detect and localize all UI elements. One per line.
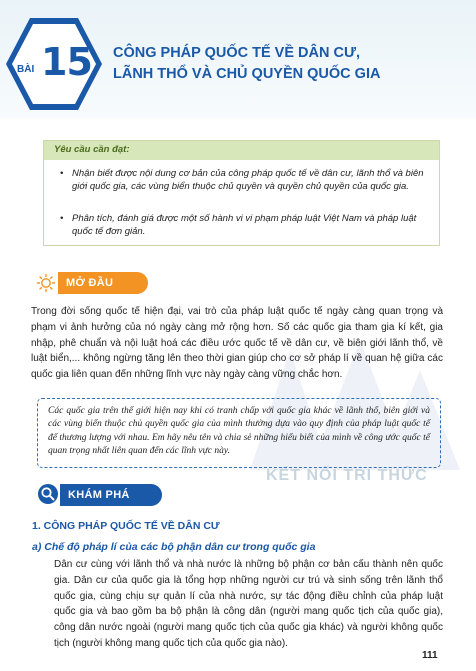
intro-task-box	[37, 398, 441, 468]
intro-paragraph: Trong đời sống quốc tế hiện đại, vai trò của pháp luật quốc tế ngày càng quan trọng và phạm vi ảnh hưởng của nó ngày càng mở rộng hơn. Số các quốc gia tham gia kí kết, gia nhập, phê chuẩn và nội luật hoá các điều ước quốc tế về dân cư, về biên giới lãnh thổ, về luật biển,... không ngừng tăng lên theo thời gian giúp cho cơ sở pháp lí về quan hệ giữa các quốc gia liên quan đến những lĩnh vực này ngày càng vững chắc hơn.	[31, 306, 443, 381]
requirements-box	[43, 140, 440, 246]
requirements-header	[44, 141, 439, 160]
intro-task-text: Các quốc gia trên thế giới hiện nay khi có tranh chấp với quốc gia khác về lãnh thổ, biên giới và các vùng biển thuộc chủ quyền quốc gia của mình thường dựa vào quy định của pháp luật quốc tế để thương lượng với nhau. Em hãy nêu tên và chia sẻ những hiểu biết của mình về công ước quốc tế quan trọng nhất liên quan đến các lĩnh vực này.	[48, 406, 430, 457]
section-heading-2: a) Chế độ pháp lí của các bộ phận dân cư trong quốc gia	[32, 541, 316, 553]
explore-section-label: KHÁM PHÁ	[60, 484, 162, 506]
requirement-item	[60, 167, 427, 193]
watermark-text: KẾT NỐI TRI THỨC	[266, 467, 428, 484]
requirement-item	[60, 212, 427, 238]
search-icon	[38, 484, 58, 504]
page-number: 111	[422, 650, 438, 661]
requirements-heading: Yêu cầu cần đạt:	[54, 144, 130, 155]
body-paragraph: Dân cư cùng với lãnh thổ và nhà nước là những bộ phận cơ bản cấu thành nên quốc gia. Dân cư của quốc gia là tổng hợp những người cư trú và sinh sống trên lãnh thổ quốc gia, cùng chịu sự quản lí của nhà nước, sự tác động điều chỉnh của pháp luật quốc gia và bao gồm ba bộ phận là công dân (người mang quốc tịch của quốc gia), công dân nước ngoài (người mang quốc tịch của quốc gia khác) và người không quốc tịch (người không mang quốc tịch của quốc gia nào).	[54, 559, 443, 649]
lesson-title-line-1: CÔNG PHÁP QUỐC TẾ VỀ DÂN CƯ,	[113, 45, 361, 61]
bullet-icon: •	[60, 168, 64, 179]
bullet-icon: •	[60, 213, 64, 224]
lesson-number: 15	[41, 40, 92, 84]
requirement-text: Phân tích, đánh giá được một số hành vi vi phạm pháp luật Việt Nam và pháp luật quốc tế đơn giản.	[72, 213, 417, 237]
lesson-word: BÀI	[17, 64, 35, 75]
intro-section-label: MỞ ĐẦU	[58, 272, 148, 294]
requirement-text: Nhận biết được nội dung cơ bản của công pháp quốc tế về dân cư, lãnh thổ và biên giới quốc gia, các vùng biển thuộc chủ quyền và quyền chủ quyền của quốc gia.	[72, 168, 424, 192]
section-heading-1: 1. CÔNG PHÁP QUỐC TẾ VỀ DÂN CƯ	[32, 520, 220, 532]
lightbulb-icon	[36, 273, 56, 293]
lesson-title-line-2: LÃNH THỔ VÀ CHỦ QUYỀN QUỐC GIA	[113, 66, 381, 82]
